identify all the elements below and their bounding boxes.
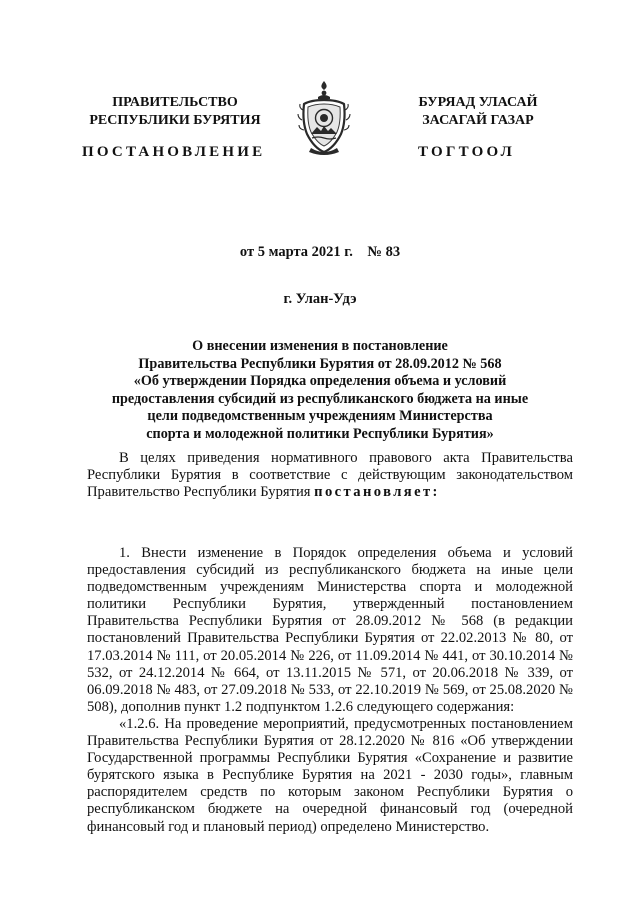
decree-date-number: от 5 марта 2021 г. № 83 bbox=[239, 244, 401, 260]
doc-type-russian: ПОСТАНОВЛЕНИЕ bbox=[82, 144, 266, 160]
buryatia-coat-of-arms-icon bbox=[293, 78, 355, 158]
preamble-paragraph bbox=[87, 450, 573, 501]
title-line: О внесении изменения в постановление bbox=[192, 338, 448, 354]
issuer-name-buryat bbox=[378, 94, 578, 130]
title-line: спорта и молодежной политики Республики Бурятия» bbox=[146, 425, 494, 442]
decree-city: г. Улан-Удэ bbox=[283, 291, 357, 307]
issuer-line: БУРЯАД УЛАСАЙ bbox=[418, 95, 538, 110]
body-paragraph: «1.2.6. На проведение мероприятий, предусмотренных постановлением Правительства Республики Бурятия от 28.12.2020 № 816 «Об утверждении Государственной программы Республики Бурятия «Сохранение и развитие бурятского языка в Республике Бурятия на 2021 - 2030 годы», главным распорядителем средств по которым законом Республики Бурятия о республиканском бюджете на очередной финансовый год (очередной финансовый год и плановый период) определено Министерство. bbox=[87, 715, 573, 835]
preamble bbox=[87, 450, 573, 501]
decree-title bbox=[110, 338, 530, 444]
title-line: Правительства Республики Бурятия от 28.09.2012 № 568 bbox=[138, 355, 502, 372]
issuer-name-russian bbox=[80, 94, 270, 130]
decree-word: постановляет: bbox=[314, 484, 440, 501]
title-line: цели подведомственным учреждениям Министерства bbox=[147, 408, 493, 425]
doc-type-buryat: ТОГТООЛ bbox=[418, 144, 515, 160]
issuer-line: ПРАВИТЕЛЬСТВО bbox=[112, 95, 238, 110]
issuer-line: ЗАСАГАЙ ГАЗАР bbox=[422, 113, 534, 128]
body-paragraph: 1. Внести изменение в Порядок определения объема и условий предоставления субсидий из республиканского бюджета на иные цели подведомственным учреждениям Министерства спорта и молодежной политики Республики Бурятия, утвержденный постановлением Правительства Республики Бурятия от 28.09.2012 № 568 (в редакции постановлений Правительства Республики Бурятия от 22.02.2013 № 80, от 17.03.2014 № 111, от 20.05.2014 № 226, от 11.09.2014 № 441, от 30.10.2014 № 532, от 24.12.2014 № 664, от 13.11.2015 № 571, от 20.06.2018 № 339, от 06.09.2018 № 483, от 27.09.2018 № 533, от 22.10.2019 № 569, от 25.08.2020 № 508), дополнив пункт 1.2 подпунктом 1.2.6 следующего содержания: bbox=[87, 545, 573, 715]
issuer-line: РЕСПУБЛИКИ БУРЯТИЯ bbox=[89, 113, 261, 128]
decree-body bbox=[87, 545, 573, 836]
preamble-text: В целях приведения нормативного правового акта Правительства Республики Бурятия в соответствие с действующим законодательством Правительство Республики Бурятия bbox=[87, 450, 573, 501]
title-line: предоставления субсидий из республиканского бюджета на иные bbox=[111, 390, 529, 407]
title-line: «Об утверждении Порядка определения объема и условий bbox=[133, 373, 507, 390]
